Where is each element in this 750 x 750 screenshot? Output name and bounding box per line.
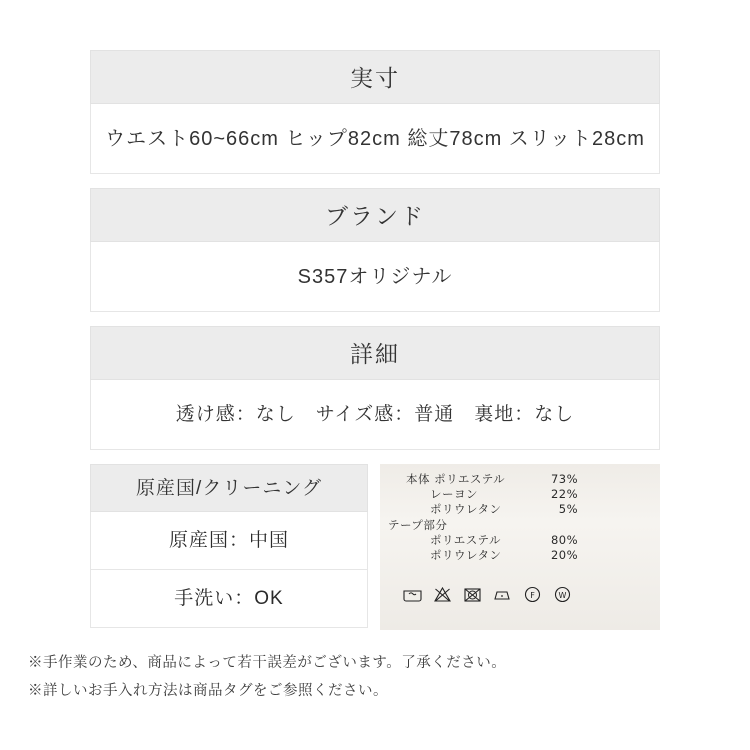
composition-value: 22% bbox=[550, 487, 578, 502]
footnote-line: ※手作業のため、商品によって若干誤差がございます。了承ください。 bbox=[28, 655, 507, 671]
composition-value: 73% bbox=[550, 472, 578, 486]
care-tag-photo bbox=[380, 464, 660, 630]
care-tag-text bbox=[388, 472, 650, 563]
spec-table bbox=[90, 50, 660, 630]
composition-row bbox=[406, 533, 650, 548]
spec-block-measurements bbox=[90, 50, 660, 174]
composition-name: ポリエステル bbox=[406, 532, 501, 547]
composition-name: ポリウレタン bbox=[406, 547, 502, 562]
svg-text:W: W bbox=[558, 591, 567, 601]
composition-row bbox=[406, 487, 650, 502]
care-symbol-row bbox=[402, 585, 573, 604]
composition-row bbox=[406, 548, 650, 563]
no-tumble-dry-icon bbox=[462, 585, 483, 604]
spec-header-brand: ブランド bbox=[90, 188, 660, 242]
spec-value-origin-country: 原産国：中国 bbox=[90, 512, 368, 570]
composition-name: レーヨン bbox=[406, 487, 478, 502]
composition-value: 5% bbox=[558, 502, 578, 517]
composition-sub-label: テープ部分 bbox=[388, 517, 448, 532]
dryclean-f-icon bbox=[522, 585, 543, 604]
composition-name: ポリウレタン bbox=[406, 502, 502, 517]
no-bleach-icon bbox=[432, 585, 453, 604]
spec-header-origin: 原産国/クリーニング bbox=[90, 464, 368, 512]
composition-name: 本体 ポリエステル bbox=[406, 472, 506, 486]
spec-block-details bbox=[90, 326, 660, 450]
spec-value-washing: 手洗い：OK bbox=[90, 570, 368, 628]
composition-row bbox=[406, 502, 650, 517]
spec-value-brand: S357オリジナル bbox=[90, 242, 660, 312]
footnotes bbox=[28, 650, 506, 705]
spec-header-measurements: 実寸 bbox=[90, 50, 660, 104]
footnote-line: ※詳しいお手入れ方法は商品タグをご参照ください。 bbox=[28, 682, 388, 699]
composition-row bbox=[406, 472, 650, 487]
spec-value-details: 透け感：なし サイズ感：普通 裏地：なし bbox=[90, 380, 660, 450]
spec-block-origin-care bbox=[90, 464, 660, 630]
origin-table bbox=[90, 464, 368, 630]
iron-low-icon bbox=[492, 585, 513, 604]
composition-value: 80% bbox=[550, 532, 578, 547]
hand-wash-icon bbox=[402, 585, 423, 604]
composition-value: 20% bbox=[550, 547, 578, 562]
svg-text:F: F bbox=[530, 591, 535, 601]
spec-block-brand bbox=[90, 188, 660, 312]
spec-header-details: 詳細 bbox=[90, 326, 660, 380]
spec-value-measurements: ウエスト60~66cm ヒップ82cm 総丈78cm スリット28cm bbox=[90, 104, 660, 174]
wet-clean-w-icon bbox=[552, 585, 573, 604]
